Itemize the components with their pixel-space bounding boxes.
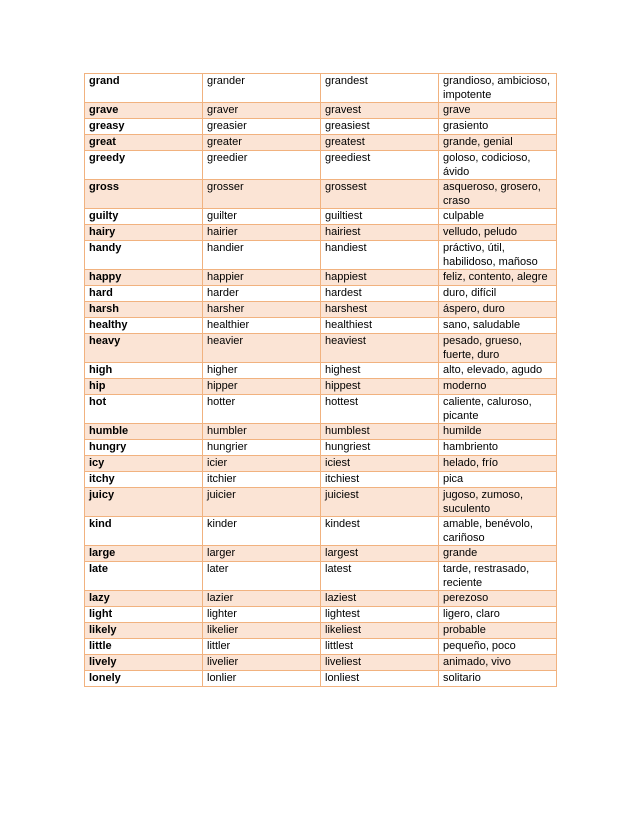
comparative-cell: heavier — [203, 334, 321, 363]
adjective-cell: gross — [85, 180, 203, 209]
superlative-cell: latest — [321, 562, 439, 591]
superlative-cell: greatest — [321, 135, 439, 151]
superlative-cell: guiltiest — [321, 209, 439, 225]
superlative-cell: greasiest — [321, 119, 439, 135]
adjective-cell: lazy — [85, 591, 203, 607]
translation-cell: sano, saludable — [439, 318, 557, 334]
comparative-cell: healthier — [203, 318, 321, 334]
adjective-cell: icy — [85, 456, 203, 472]
translation-cell: moderno — [439, 379, 557, 395]
translation-cell: grande — [439, 546, 557, 562]
adjective-cell: light — [85, 607, 203, 623]
table-row — [85, 241, 557, 270]
superlative-cell: lightest — [321, 607, 439, 623]
superlative-cell: humblest — [321, 424, 439, 440]
superlative-cell: iciest — [321, 456, 439, 472]
comparative-cell: greedier — [203, 151, 321, 180]
comparative-cell: littler — [203, 639, 321, 655]
superlative-cell: highest — [321, 363, 439, 379]
superlative-cell: kindest — [321, 517, 439, 546]
table-row — [85, 318, 557, 334]
superlative-cell: healthiest — [321, 318, 439, 334]
comparative-cell: humbler — [203, 424, 321, 440]
superlative-cell: itchiest — [321, 472, 439, 488]
translation-cell: pequeño, poco — [439, 639, 557, 655]
comparative-cell: happier — [203, 270, 321, 286]
superlative-cell: gravest — [321, 103, 439, 119]
adjective-cell: grave — [85, 103, 203, 119]
translation-cell: jugoso, zumoso, suculento — [439, 488, 557, 517]
table-row — [85, 671, 557, 687]
table-row — [85, 103, 557, 119]
translation-cell: grave — [439, 103, 557, 119]
table-row — [85, 379, 557, 395]
comparative-cell: grander — [203, 74, 321, 103]
translation-cell: pica — [439, 472, 557, 488]
table-body — [85, 74, 557, 687]
table-row — [85, 488, 557, 517]
superlative-cell: hippest — [321, 379, 439, 395]
table-row — [85, 623, 557, 639]
translation-cell: áspero, duro — [439, 302, 557, 318]
table-row — [85, 286, 557, 302]
adjective-cell: itchy — [85, 472, 203, 488]
translation-cell: helado, frío — [439, 456, 557, 472]
translation-cell: amable, benévolo, cariñoso — [439, 517, 557, 546]
translation-cell: grande, genial — [439, 135, 557, 151]
comparative-cell: greasier — [203, 119, 321, 135]
adjective-cell: greedy — [85, 151, 203, 180]
table-row — [85, 456, 557, 472]
table-row — [85, 546, 557, 562]
adjective-cell: hungry — [85, 440, 203, 456]
adjective-cell: guilty — [85, 209, 203, 225]
translation-cell: práctivo, útil, habilidoso, mañoso — [439, 241, 557, 270]
translation-cell: duro, difícil — [439, 286, 557, 302]
adjective-cell: lonely — [85, 671, 203, 687]
comparative-cell: handier — [203, 241, 321, 270]
adjective-cell: lively — [85, 655, 203, 671]
table-row — [85, 591, 557, 607]
translation-cell: asqueroso, grosero, craso — [439, 180, 557, 209]
translation-cell: caliente, caluroso, picante — [439, 395, 557, 424]
comparative-cell: graver — [203, 103, 321, 119]
adjective-cell: hairy — [85, 225, 203, 241]
comparative-cell: harsher — [203, 302, 321, 318]
translation-cell: hambriento — [439, 440, 557, 456]
table-row — [85, 180, 557, 209]
superlative-cell: greediest — [321, 151, 439, 180]
comparative-cell: hipper — [203, 379, 321, 395]
table-row — [85, 472, 557, 488]
comparative-cell: hairier — [203, 225, 321, 241]
translation-cell: grandioso, ambicioso, impotente — [439, 74, 557, 103]
table-row — [85, 607, 557, 623]
comparative-cell: kinder — [203, 517, 321, 546]
table-row — [85, 119, 557, 135]
adjective-cell: great — [85, 135, 203, 151]
comparative-cell: lonlier — [203, 671, 321, 687]
adjective-cell: hot — [85, 395, 203, 424]
adjective-cell: hard — [85, 286, 203, 302]
adjective-cell: greasy — [85, 119, 203, 135]
table-row — [85, 302, 557, 318]
table-row — [85, 440, 557, 456]
table-row — [85, 424, 557, 440]
comparative-cell: hungrier — [203, 440, 321, 456]
superlative-cell: laziest — [321, 591, 439, 607]
adjective-cell: high — [85, 363, 203, 379]
superlative-cell: hairiest — [321, 225, 439, 241]
comparative-cell: guilter — [203, 209, 321, 225]
superlative-cell: handiest — [321, 241, 439, 270]
adjective-cell: kind — [85, 517, 203, 546]
superlative-cell: grandest — [321, 74, 439, 103]
comparative-cell: lazier — [203, 591, 321, 607]
comparative-cell: hotter — [203, 395, 321, 424]
table-row — [85, 225, 557, 241]
superlative-cell: likeliest — [321, 623, 439, 639]
comparative-cell: livelier — [203, 655, 321, 671]
comparative-cell: later — [203, 562, 321, 591]
adjective-cell: late — [85, 562, 203, 591]
comparative-cell: higher — [203, 363, 321, 379]
adjective-cell: grand — [85, 74, 203, 103]
comparative-cell: larger — [203, 546, 321, 562]
translation-cell: feliz, contento, alegre — [439, 270, 557, 286]
table-row — [85, 209, 557, 225]
adjective-cell: humble — [85, 424, 203, 440]
translation-cell: pesado, grueso, fuerte, duro — [439, 334, 557, 363]
superlative-cell: hungriest — [321, 440, 439, 456]
translation-cell: tarde, restrasado, reciente — [439, 562, 557, 591]
translation-cell: perezoso — [439, 591, 557, 607]
translation-cell: alto, elevado, agudo — [439, 363, 557, 379]
superlative-cell: hardest — [321, 286, 439, 302]
translation-cell: probable — [439, 623, 557, 639]
adjective-comparison-table — [84, 73, 557, 687]
table-row — [85, 363, 557, 379]
comparative-cell: lighter — [203, 607, 321, 623]
adjective-cell: harsh — [85, 302, 203, 318]
comparative-cell: harder — [203, 286, 321, 302]
comparative-cell: icier — [203, 456, 321, 472]
document-page — [84, 73, 556, 687]
comparative-cell: itchier — [203, 472, 321, 488]
superlative-cell: heaviest — [321, 334, 439, 363]
superlative-cell: happiest — [321, 270, 439, 286]
translation-cell: grasiento — [439, 119, 557, 135]
superlative-cell: lonliest — [321, 671, 439, 687]
table-row — [85, 74, 557, 103]
superlative-cell: largest — [321, 546, 439, 562]
comparative-cell: grosser — [203, 180, 321, 209]
translation-cell: ligero, claro — [439, 607, 557, 623]
table-row — [85, 639, 557, 655]
table-row — [85, 395, 557, 424]
superlative-cell: littlest — [321, 639, 439, 655]
table-row — [85, 270, 557, 286]
adjective-cell: handy — [85, 241, 203, 270]
adjective-cell: heavy — [85, 334, 203, 363]
superlative-cell: liveliest — [321, 655, 439, 671]
table-row — [85, 334, 557, 363]
table-row — [85, 562, 557, 591]
translation-cell: humilde — [439, 424, 557, 440]
table-row — [85, 517, 557, 546]
superlative-cell: juiciest — [321, 488, 439, 517]
adjective-cell: likely — [85, 623, 203, 639]
comparative-cell: juicier — [203, 488, 321, 517]
superlative-cell: harshest — [321, 302, 439, 318]
superlative-cell: grossest — [321, 180, 439, 209]
table-row — [85, 135, 557, 151]
table-row — [85, 655, 557, 671]
translation-cell: velludo, peludo — [439, 225, 557, 241]
translation-cell: culpable — [439, 209, 557, 225]
translation-cell: animado, vivo — [439, 655, 557, 671]
superlative-cell: hottest — [321, 395, 439, 424]
translation-cell: goloso, codicioso, ávido — [439, 151, 557, 180]
adjective-cell: healthy — [85, 318, 203, 334]
adjective-cell: large — [85, 546, 203, 562]
adjective-cell: happy — [85, 270, 203, 286]
comparative-cell: likelier — [203, 623, 321, 639]
adjective-cell: hip — [85, 379, 203, 395]
adjective-cell: little — [85, 639, 203, 655]
table-row — [85, 151, 557, 180]
translation-cell: solitario — [439, 671, 557, 687]
adjective-cell: juicy — [85, 488, 203, 517]
comparative-cell: greater — [203, 135, 321, 151]
